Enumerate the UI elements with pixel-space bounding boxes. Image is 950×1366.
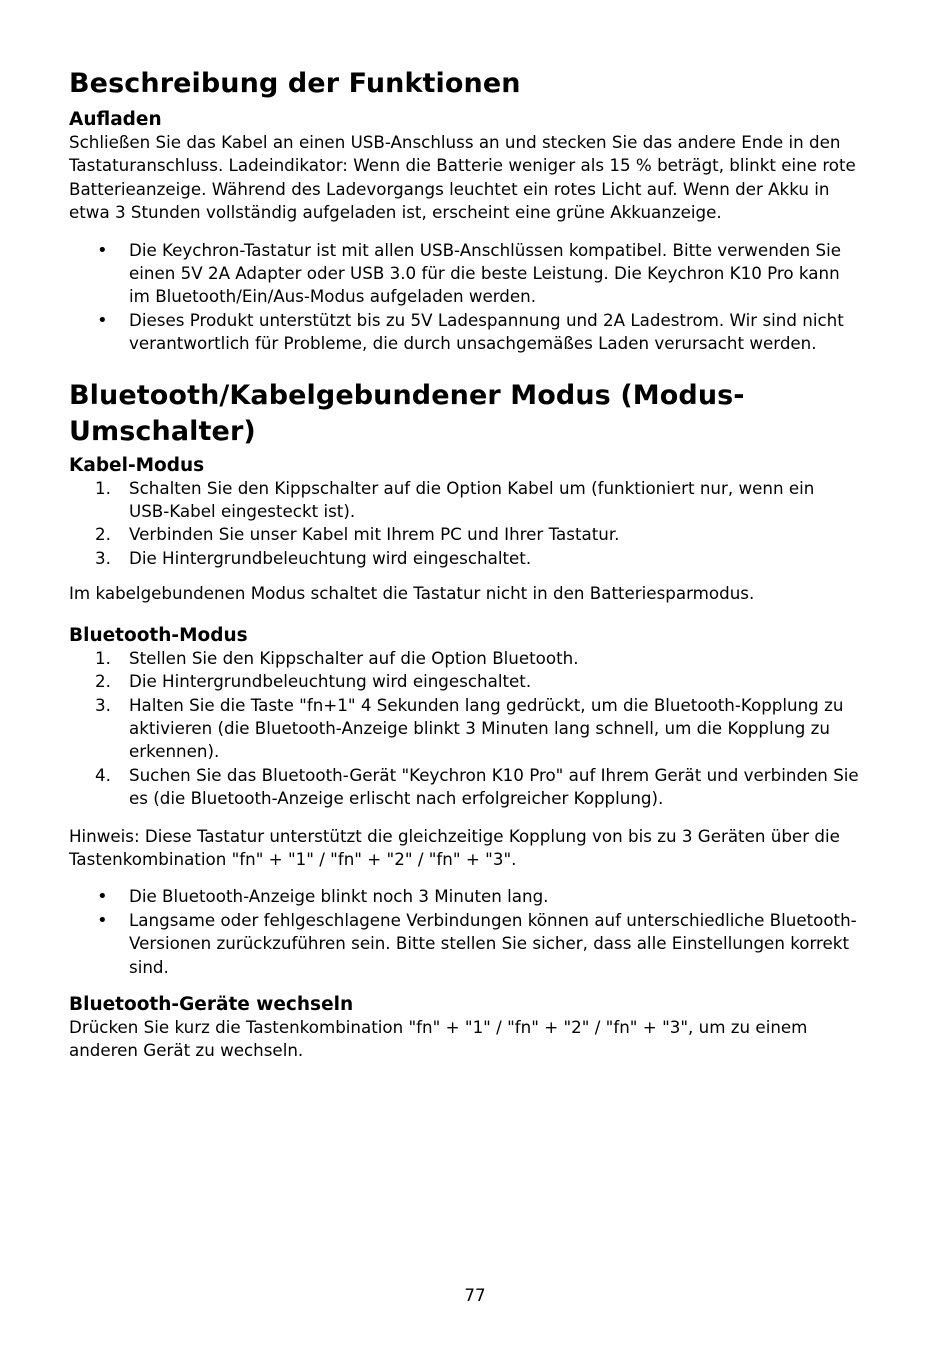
bluetooth-mode-steps [69, 647, 859, 811]
switch-devices-paragraph: Drücken Sie kurz die Tastenkombination "fn" + "1" / "fn" + "2" / "fn" + "3", um zu einem anderen Gerät zu wechseln. [69, 1016, 808, 1061]
list-item: 2. Verbinden Sie unser Kabel mit Ihrem PC und Ihrer Tastatur. [95, 524, 620, 545]
list-item: 1. Stellen Sie den Kippschalter auf die Option Bluetooth. [95, 647, 579, 668]
list-item: 1. Schalten Sie den Kippschalter auf die Option Kabel um (funktioniert nur, wenn ein USB-Kabel eingesteckt ist). [95, 477, 815, 522]
list-item: 4. Suchen Sie das Bluetooth-Gerät "Keychron K10 Pro" auf Ihrem Gerät und verbinden Sie es (die Bluetooth-Anzeige erlischt nach erfolgreicher Kopplung). [95, 764, 859, 809]
heading-switch-devices: Bluetooth-Geräte wechseln [69, 993, 354, 1015]
heading-cable-mode: Kabel-Modus [69, 454, 205, 476]
bullet-marker: • [97, 239, 108, 261]
list-item: 3. Die Hintergrundbeleuchtung wird eingeschaltet. [95, 547, 532, 568]
bullet-marker: • [97, 909, 108, 931]
cable-mode-steps [69, 477, 859, 571]
heading-mode-switch: Bluetooth/Kabelgebundener Modus (Modus- Umschalter) [69, 379, 745, 447]
bluetooth-bullet-list [69, 885, 859, 979]
list-item: • Die Bluetooth-Anzeige blinkt noch 3 Minuten lang. [97, 886, 549, 908]
bullet-marker: • [97, 309, 108, 331]
heading-charging: Aufladen [69, 109, 162, 130]
bluetooth-hint: Hinweis: Diese Tastatur unterstützt die gleichzeitige Kopplung von bis zu 3 Geräten über die Tastenkombination "fn" + "1" / "fn" + "2" / "fn" + "3". [69, 825, 840, 869]
cable-mode-note: Im kabelgebundenen Modus schaltet die Tastatur nicht in den Batteriesparmodus. [69, 583, 755, 604]
document-page [69, 66, 859, 1063]
page-number: 77 [464, 1285, 486, 1305]
list-item: 2. Die Hintergrundbeleuchtung wird eingeschaltet. [95, 671, 532, 692]
heading-bluetooth-mode: Bluetooth-Modus [69, 624, 248, 646]
heading-functions: Beschreibung der Funktionen [69, 68, 521, 99]
list-item: • Die Keychron-Tastatur ist mit allen USB-Anschlüssen kompatibel. Bitte verwenden Sie einen 5V 2A Adapter oder USB 3.0 für die beste Leistung. Die Keychron K10 Pro kann im Bluetooth/Ein/Aus-Modus aufgeladen werden. [97, 239, 842, 307]
list-item: • Dieses Produkt unterstützt bis zu 5V Ladespannung und 2A Ladestrom. Wir sind nicht verantwortlich für Probleme, die durch unsachgemäßes Laden verursacht werden. [97, 309, 844, 354]
list-item: 3. Halten Sie die Taste "fn+1" 4 Sekunden lang gedrückt, um die Bluetooth-Kopplung zu aktivieren (die Bluetooth-Anzeige blinkt 3 Minuten lang schnell, um die Kopplung zu erkennen). [95, 694, 844, 762]
charging-bullet-list [69, 239, 859, 356]
list-item: • Langsame oder fehlgeschlagene Verbindungen können auf unterschiedliche Bluetooth-Versionen zurückzuführen sein. Bitte stellen Sie sicher, dass alle Einstellungen korrekt sind. [97, 909, 857, 977]
charging-paragraph: Schließen Sie das Kabel an einen USB-Anschluss an und stecken Sie das andere Ende in den Tastaturanschluss. Ladeindikator: Wenn die Batterie weniger als 15 % beträgt, blinkt eine rote Batterieanzeige. Während des Ladevorgangs leuchtet ein rotes Licht auf. Wenn der Akku in etwa 3 Stunden vollständig aufgeladen ist, erscheint eine grüne Akkuanzeige. [69, 132, 856, 223]
bullet-marker: • [97, 886, 108, 908]
